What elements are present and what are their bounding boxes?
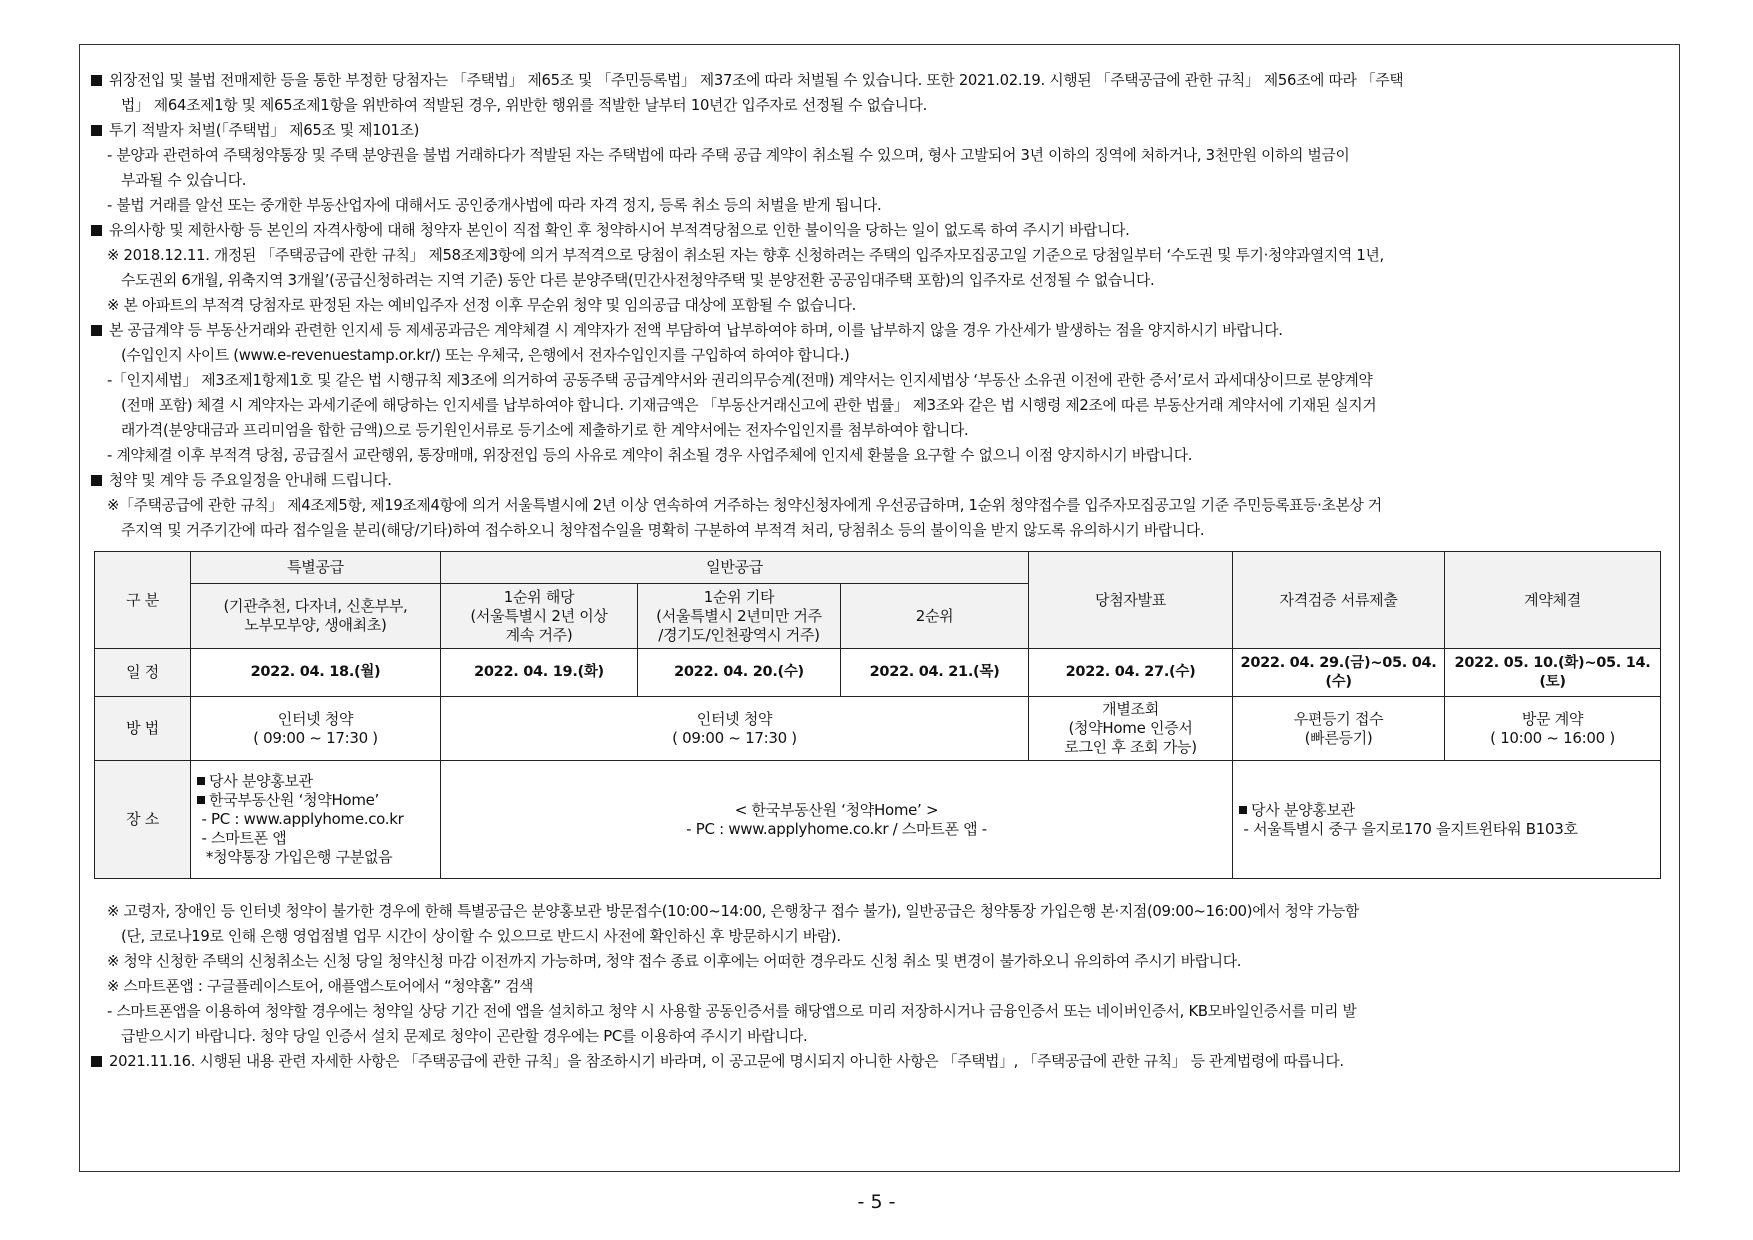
cell-line-text: 인터넷 청약: [277, 709, 354, 728]
cell-line-text: ( 09:00 ~ 17:30 ): [253, 728, 378, 747]
page-number: - 5 -: [857, 1191, 896, 1213]
square-bullet-icon: [1239, 806, 1247, 814]
notice-line: [91, 193, 1681, 218]
notice-text: 유의사항 및 제한사항 등 본인의 자격사항에 대해 청약자 본인이 직접 확인 후 청약하시어 부적격당첨으로 인한 불이익을 당하는 일이 없도록 하여 주시기 바랍니다.: [109, 222, 1130, 239]
notice-line: [91, 518, 1681, 543]
method-docs: [1233, 697, 1445, 761]
cell-line: [197, 848, 438, 867]
method-general: [441, 697, 1029, 761]
notice-text: - 계약체결 이후 부적격 당첨, 공급질서 교란행위, 통장매매, 위장전입 등의 사유로 계약이 취소될 경우 사업주체에 인지세 환불을 요구할 수 없으니 이점 양지하시기 바랍니다.: [107, 447, 1193, 464]
cell-line-text: 방문 계약: [1521, 709, 1584, 728]
cell-line-text: (청약Home 인증서: [1068, 719, 1193, 737]
notice-text: 2021.11.16. 시행된 내용 관련 자세한 사항은 「주택공급에 관한 규칙」을 참조하시기 바라며, 이 공고문에 명시되지 아니한 사항은 「주택법」, 「주택공급에 관한 규칙」 등 관계법령에 따릅니다.: [109, 1053, 1344, 1070]
cell-line-text: (서울특별시 2년미만 거주: [656, 606, 822, 625]
notice-line: [91, 243, 1681, 268]
notice-text: - 스마트폰앱을 이용하여 청약할 경우에는 청약일 상당 기간 전에 앱을 설치하고 청약 시 사용할 공동인증서를 해당앱으로 미리 저장하시거나 금융인증서 또는 네이버인증서, KB모바일인증서를 미리 발: [107, 1003, 1357, 1020]
cell-line: [443, 820, 1230, 839]
square-bullet-icon: [91, 325, 102, 336]
square-bullet-icon: [91, 225, 102, 236]
cell-line: [193, 616, 438, 635]
cell-line: [640, 607, 838, 626]
method-contract: [1445, 697, 1661, 761]
notice-line: [91, 1024, 1681, 1049]
notice-text: 급받으시기 바랍니다. 청약 당일 인증서 설치 문제로 청약이 곤란할 경우에는 PC를 이용하여 주시기 바랍니다.: [121, 1028, 808, 1045]
cell-line-text: 인터넷 청약: [696, 709, 773, 728]
notice-text: ※ 청약 신청한 주택의 신청취소는 신청 당일 청약신청 마감 이전까지 가능하며, 청약 접수 종료 이후에는 어떠한 경우라도 신청 취소 및 변경이 불가하오니 유의하여 주시기 바랍니다.: [107, 953, 1242, 970]
header-rank1-local: [441, 584, 638, 649]
notice-section-bottom: [91, 899, 1681, 1074]
cell-line-text: 노부모부양, 생애최초): [244, 616, 387, 634]
notice-line: [91, 999, 1681, 1024]
place-general: [441, 761, 1233, 879]
header-general-supply: 일반공급: [441, 552, 1029, 584]
cell-line-text: 로그인 후 조회 가능): [1064, 738, 1197, 756]
header-rank1-other: [638, 584, 841, 649]
cell-line: [443, 710, 1026, 729]
cell-line-text: < 한국부동산원 ‘청약Home’ >: [734, 800, 939, 819]
cell-line-text: - PC : www.applyhome.co.kr / 스마트폰 앱 -: [686, 819, 987, 838]
notice-line: [91, 293, 1681, 318]
cell-line: [443, 626, 635, 645]
cell-line-text: 계속 거주): [505, 625, 573, 644]
cell-line: [1031, 700, 1230, 719]
cell-line: [443, 607, 635, 626]
notice-text: -「인지세법」 제3조제1항제1호 및 같은 법 시행규칙 제3조에 의거하여 공동주택 공급계약서와 권리의무승계(전매) 계약서는 인지세법상 ‘부동산 소유권 이전에 관한 증서’로서 과세대상이므로 분양계약: [107, 372, 1373, 389]
cell-line-text: 개별조회: [1102, 700, 1159, 718]
notice-text: 래가격(분양대금과 프리미엄을 합한 금액)으로 등기원인서류로 등기소에 제출하기로 한 계약서에는 전자수입인지를 첨부하여야 합니다.: [121, 422, 969, 439]
cell-line: [197, 810, 438, 829]
cell-line: [193, 597, 438, 616]
notice-line: [91, 118, 1681, 143]
notice-text: ※「주택공급에 관한 규칙」 제4조제5항, 제19조제4항에 의거 서울특별시에 2년 이상 연속하여 거주하는 청약신청자에게 우선공급하며, 1순위 청약접수를 입주자모집공고일 기준 주민등록표등·초본상 거: [107, 497, 1382, 514]
notice-text: ※ 2018.12.11. 개정된 「주택공급에 관한 규칙」 제58조제3항에 의거 부적격으로 당첨이 취소된 자는 향후 신청하려는 주택의 입주자모집공고일 기준으로 당첨일부터 ‘수도권 및 투기·청약과열지역 1년,: [107, 247, 1384, 264]
cell-line-text: 한국부동산원 ‘청약Home’: [209, 791, 380, 809]
method-announce: [1029, 697, 1233, 761]
header-winner-announce: 당첨자발표: [1029, 552, 1233, 649]
cell-line-text: - 스마트폰 앱: [197, 829, 287, 847]
notice-text: (수입인지 사이트 (www.e-revenuestamp.or.kr/) 또는 우체국, 은행에서 전자수입인지를 구입하여 하여야 합니다.): [121, 347, 850, 364]
notice-text: - 분양과 관련하여 주택청약통장 및 주택 분양권을 불법 거래하다가 적발된 자는 주택법에 따라 주택 공급 계약이 취소될 수 있으며, 형사 고발되어 3년 이하의 징역에 처하거나, 3천만원 이하의 벌금이: [107, 147, 1350, 164]
header-doc-submit: 자격검증 서류제출: [1233, 552, 1445, 649]
cell-line: [1031, 738, 1230, 757]
header-contract: 계약체결: [1445, 552, 1661, 649]
cell-line: [1447, 729, 1658, 748]
cell-line: [443, 588, 635, 607]
notice-text: 위장전입 및 불법 전매제한 등을 통한 부정한 당첨자는 「주택법」 제65조 및 「주민등록법」 제37조에 따라 처벌될 수 있습니다. 또한 2021.02.19. 시행된 「주택공급에 관한 규칙」 제56조에 따라 「주택: [109, 72, 1404, 89]
notice-text: 수도권외 6개월, 위축지역 3개월’(공급신청하려는 지역 기준) 동안 다른 분양주택(민간사전청약주택 및 분양전환 공공임대주택 포함)의 입주자로 선정될 수 없습니다.: [121, 272, 1155, 289]
notice-line: [91, 1049, 1681, 1074]
notice-line: [91, 974, 1681, 999]
square-bullet-icon: [197, 796, 205, 804]
cell-line: [1239, 820, 1658, 839]
notice-text: 투기 적발자 처벌(「주택법」 제65조 및 제101조): [109, 122, 420, 139]
notice-text: (단, 코로나19로 인해 은행 영업점별 업무 시간이 상이할 수 있으므로 반드시 사전에 확인하신 후 방문하시기 바람).: [121, 928, 841, 945]
cell-line-text: (기관추천, 다자녀, 신혼부부,: [223, 597, 408, 615]
notice-line: [91, 468, 1681, 493]
notice-line: [91, 368, 1681, 393]
square-bullet-icon: [91, 1056, 102, 1067]
cell-line: [640, 626, 838, 645]
cell-line-text: 우편등기 접수: [1293, 709, 1384, 728]
cell-line: [1239, 801, 1658, 820]
header-special-supply: 특별공급: [191, 552, 441, 584]
method-special: [191, 697, 441, 761]
cell-line-text: - PC : www.applyhome.co.kr: [197, 810, 404, 828]
cell-line-text: (빠른등기): [1304, 728, 1373, 747]
cell-line: [1447, 710, 1658, 729]
row-label-date: 일 정: [95, 649, 191, 697]
notice-line: [91, 318, 1681, 343]
date-announce: 2022. 04. 27.(수): [1029, 649, 1233, 697]
notice-text: 법」 제64조제1항 및 제65조제1항을 위반하여 적발된 경우, 위반한 행위를 적발한 날부터 10년간 입주자로 선정될 수 없습니다.: [121, 97, 927, 114]
notice-text: 청약 및 계약 등 주요일정을 안내해 드립니다.: [109, 472, 392, 489]
square-bullet-icon: [91, 125, 102, 136]
cell-line: [197, 791, 438, 810]
notice-line: [91, 443, 1681, 468]
cell-line: [1235, 729, 1442, 748]
cell-line: [640, 588, 838, 607]
notice-line: [91, 949, 1681, 974]
cell-line-text: 당사 분양홍보관: [1251, 800, 1355, 819]
notice-line: [91, 143, 1681, 168]
date-rank1-local: 2022. 04. 19.(화): [441, 649, 638, 697]
cell-line: [443, 801, 1230, 820]
square-bullet-icon: [197, 777, 205, 785]
header-category: 구 분: [95, 552, 191, 649]
notice-line: [91, 68, 1681, 93]
notice-line: [91, 218, 1681, 243]
cell-line: [197, 772, 438, 791]
cell-line: [193, 729, 438, 748]
cell-line: [1031, 719, 1230, 738]
notice-line: [91, 268, 1681, 293]
cell-line-text: /경기도/인천광역시 거주): [658, 625, 820, 644]
schedule-table: [94, 551, 1661, 879]
notice-line: [91, 899, 1681, 924]
notice-text: 부과될 수 있습니다.: [121, 172, 247, 189]
cell-line: [197, 829, 438, 848]
place-docs-contract: [1233, 761, 1661, 879]
cell-line: [1235, 710, 1442, 729]
cell-line: [193, 710, 438, 729]
notice-line: [91, 393, 1681, 418]
notice-line: [91, 493, 1681, 518]
notice-text: 본 공급계약 등 부동산거래와 관련한 인지세 등 제세공과금은 계약체결 시 계약자가 전액 부담하여 납부하여야 하며, 이를 납부하지 않을 경우 가산세가 발생하는 점을 양지하시기 바랍니다.: [109, 322, 1283, 339]
notice-text: ※ 스마트폰앱 : 구글플레이스토어, 애플앱스토어에서 “청약홈” 검색: [107, 978, 534, 995]
row-label-method: 방 법: [95, 697, 191, 761]
square-bullet-icon: [91, 75, 102, 86]
cell-line-text: *청약통장 가입은행 구분없음: [197, 848, 393, 866]
place-special: [191, 761, 441, 879]
date-rank1-other: 2022. 04. 20.(수): [638, 649, 841, 697]
cell-line-text: 당사 분양홍보관: [209, 772, 313, 790]
notice-text: 주지역 및 거주기간에 따라 접수일을 분리(해당/기타)하여 접수하오니 청약접수일을 명확히 구분하여 부적격 처리, 당첨취소 등의 불이익을 받지 않도록 유의하시기 바랍니다.: [121, 522, 1205, 539]
date-docs: 2022. 04. 29.(금)~05. 04.(수): [1233, 649, 1445, 697]
notice-text: ※ 고령자, 장애인 등 인터넷 청약이 불가한 경우에 한해 특별공급은 분양홍보관 방문접수(10:00~14:00, 은행창구 접수 불가), 일반공급은 청약통장 가입은행 본·지점(09:00~16:00)에서 청약 가능함: [107, 903, 1360, 920]
notice-line: [91, 168, 1681, 193]
date-contract: 2022. 05. 10.(화)~05. 14.(토): [1445, 649, 1661, 697]
notice-line: [91, 924, 1681, 949]
notice-line: [91, 93, 1681, 118]
notice-line: [91, 418, 1681, 443]
cell-line: [443, 729, 1026, 748]
notice-text: ※ 본 아파트의 부적격 당첨자로 판정된 자는 예비입주자 선정 이후 무순위 청약 및 임의공급 대상에 포함될 수 없습니다.: [107, 297, 857, 314]
notice-text: - 불법 거래를 알선 또는 중개한 부동산업자에 대해서도 공인중개사법에 따라 자격 정지, 등록 취소 등의 처벌을 받게 됩니다.: [107, 197, 882, 214]
header-rank2: 2순위: [841, 584, 1029, 649]
notice-text: (전매 포함) 체결 시 계약자는 과세기준에 해당하는 인지세를 납부하여야 합니다. 기재금액은 「부동산거래신고에 관한 법률」 제3조와 같은 법 시행령 제2조에 따른 부동산거래 계약서에 기재된 실지거: [121, 397, 1377, 414]
notice-section-top: [91, 68, 1681, 543]
cell-line-text: (서울특별시 2년 이상: [470, 606, 608, 625]
cell-line-text: 1순위 기타: [703, 587, 775, 606]
cell-line-text: 1순위 해당: [503, 587, 575, 606]
cell-line-text: - 서울특별시 중구 을지로170 을지트윈타워 B103호: [1239, 819, 1578, 838]
row-label-place: 장 소: [95, 761, 191, 879]
notice-line: [91, 343, 1681, 368]
square-bullet-icon: [91, 475, 102, 486]
cell-line-text: ( 09:00 ~ 17:30 ): [672, 728, 797, 747]
header-special-sub: [191, 584, 441, 649]
cell-line-text: ( 10:00 ~ 16:00 ): [1490, 728, 1615, 747]
date-rank2: 2022. 04. 21.(목): [841, 649, 1029, 697]
date-special: 2022. 04. 18.(월): [191, 649, 441, 697]
